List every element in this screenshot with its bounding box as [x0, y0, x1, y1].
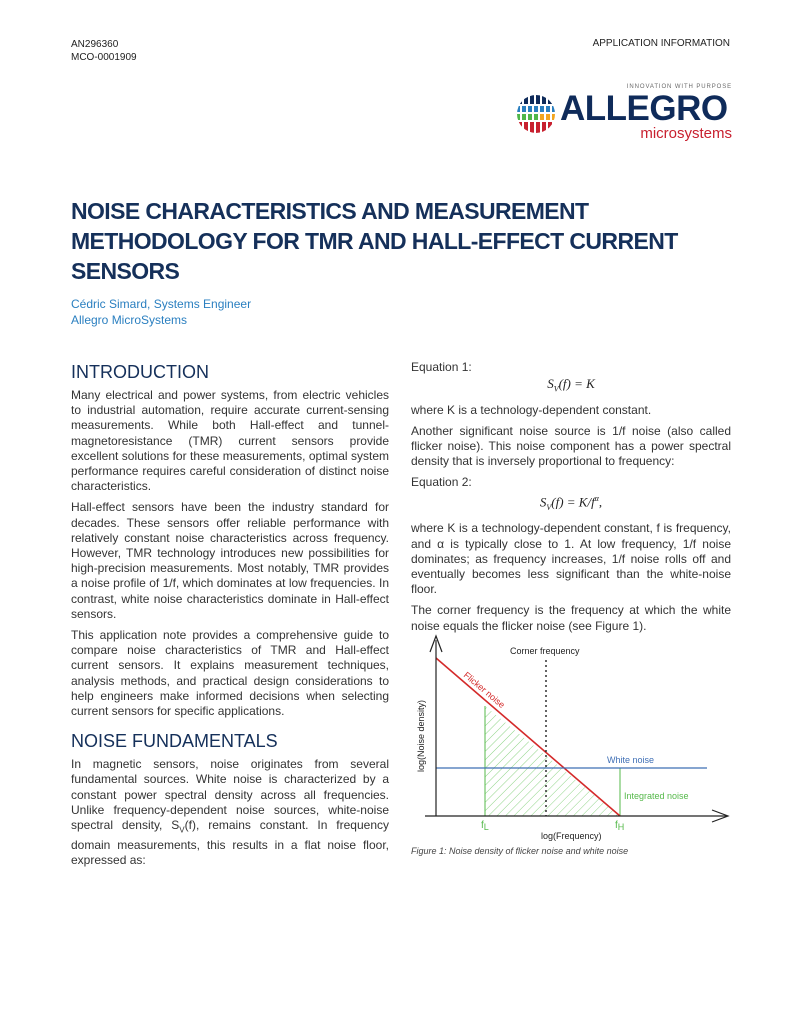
- author-company: Allegro MicroSystems: [71, 313, 188, 327]
- y-axis-label: log(Noise density): [416, 699, 426, 772]
- noise-paragraph-1: [71, 757, 389, 868]
- equation-1: [411, 375, 731, 399]
- left-column: [71, 360, 389, 868]
- fh-label-sub: H: [617, 822, 625, 832]
- eq2-sub: V: [546, 503, 552, 513]
- eq2-sup: α: [594, 494, 599, 504]
- eq2-s: S: [539, 494, 547, 510]
- noise-density-figure: [411, 630, 733, 858]
- introduction-heading: INTRODUCTION: [71, 362, 209, 382]
- flicker-paragraph: Another significant noise source is 1/f noise (also called flicker noise). This noise component has a power spectral density that is inversely proportional to frequency:: [411, 423, 731, 469]
- allegro-logo: [516, 84, 732, 146]
- intro-paragraph-1: Many electrical and power systems, from electric vehicles to industrial automation, require accurate current-sensing measurements. While both Hall-effect and tunnel-magnetoresistance (TMR) current sensors provide excellent solutions for these measurements, optimal system performance requires careful consideration of distinct noise characteristics.: [71, 388, 389, 494]
- eq2-end: ,: [598, 494, 603, 510]
- eq1-sub: V: [553, 384, 559, 394]
- noise-subscript: V: [179, 825, 185, 835]
- flicker-noise-label: Flicker noise: [461, 669, 507, 711]
- fl-label-sub: L: [483, 822, 489, 832]
- intro-paragraph-2: Hall-effect sensors have been the industry standard for decades. These sensors offer reliable performance with relatively constant noise characteristics across frequency. However, TMR technology introduces new possibilities for high-precision measurements. Most notably, TMR provides a noise profile of 1/f, which dominates at low frequencies. In contrast, white noise characteristics dominate in Hall-effect sensors.: [71, 500, 389, 621]
- fl-label-f: f: [481, 820, 484, 831]
- white-noise-label: White noise: [607, 755, 655, 765]
- doc-id-block: [71, 38, 137, 64]
- eq1-rest: (f) = K: [558, 376, 595, 391]
- noise-fundamentals-heading: NOISE FUNDAMENTALS: [71, 731, 278, 752]
- corner-paragraph: The corner frequency is the frequency at which the white noise equals the flicker noise (see Figure 1).: [411, 603, 731, 633]
- mco-number: MCO-0001909: [71, 52, 137, 63]
- section-label: APPLICATION INFORMATION: [592, 38, 730, 49]
- fh-label-f: f: [615, 820, 618, 831]
- author-block: [71, 296, 251, 328]
- fh-label: [615, 820, 624, 832]
- eq1-s: S: [547, 376, 554, 391]
- corner-frequency-label: Corner frequency: [510, 646, 580, 656]
- equation-2-where: where K is a technology-dependent constant, f is frequency, and α is typically close to 1. At low frequency, 1/f noise dominates; as frequency increases, 1/f noise rolls off and eventually becomes less significant than the white-noise floor.: [411, 521, 731, 597]
- x-axis-label: log(Frequency): [541, 831, 602, 841]
- eq2-rest: (f) = K/f: [551, 494, 595, 510]
- equation-1-where: where K is a technology-dependent constant.: [411, 402, 652, 417]
- logo-mark-icon: [516, 94, 556, 134]
- doc-number: AN296360: [71, 39, 119, 50]
- equation-2-label: Equation 2:: [411, 475, 472, 490]
- equation-2: [411, 490, 731, 517]
- integrated-noise-label: Integrated noise: [624, 791, 689, 801]
- equation-1-label: Equation 1:: [411, 360, 472, 374]
- noise-text-a: In magnetic sensors, noise originates from several fundamental sources. White noise is characterized by a constant power spectral density across all frequencies. Unlike frequency-dependent noise sources, white-noise spectral density, S: [71, 757, 389, 833]
- logo-wordmark: ALLEGRO: [560, 89, 728, 128]
- right-column: [411, 360, 731, 634]
- author-name: Cédric Simard, Systems Engineer: [71, 297, 252, 311]
- logo-tagline: INNOVATION WITH PURPOSE: [626, 84, 732, 90]
- document-title: NOISE CHARACTERISTICS AND MEASUREMENT METHODOLOGY FOR TMR AND HALL-EFFECT CURRENT SENSORS: [71, 198, 678, 284]
- noise-text-b: (f), remains constant. In frequency domain measurements, this results in a flat noise floor, expressed as:: [71, 818, 389, 867]
- logo-subword: microsystems: [640, 125, 732, 142]
- fl-label: [481, 820, 489, 832]
- intro-paragraph-3: This application note provides a comprehensive guide to compare noise characteristics of TMR and Hall-effect current sensors. It explains measurement techniques, analysis methods, and practical design considerations to help engineers make informed decisions when selecting current sensors for specific applications.: [71, 628, 389, 719]
- figure-caption: Figure 1: Noise density of flicker noise and white noise: [411, 846, 629, 856]
